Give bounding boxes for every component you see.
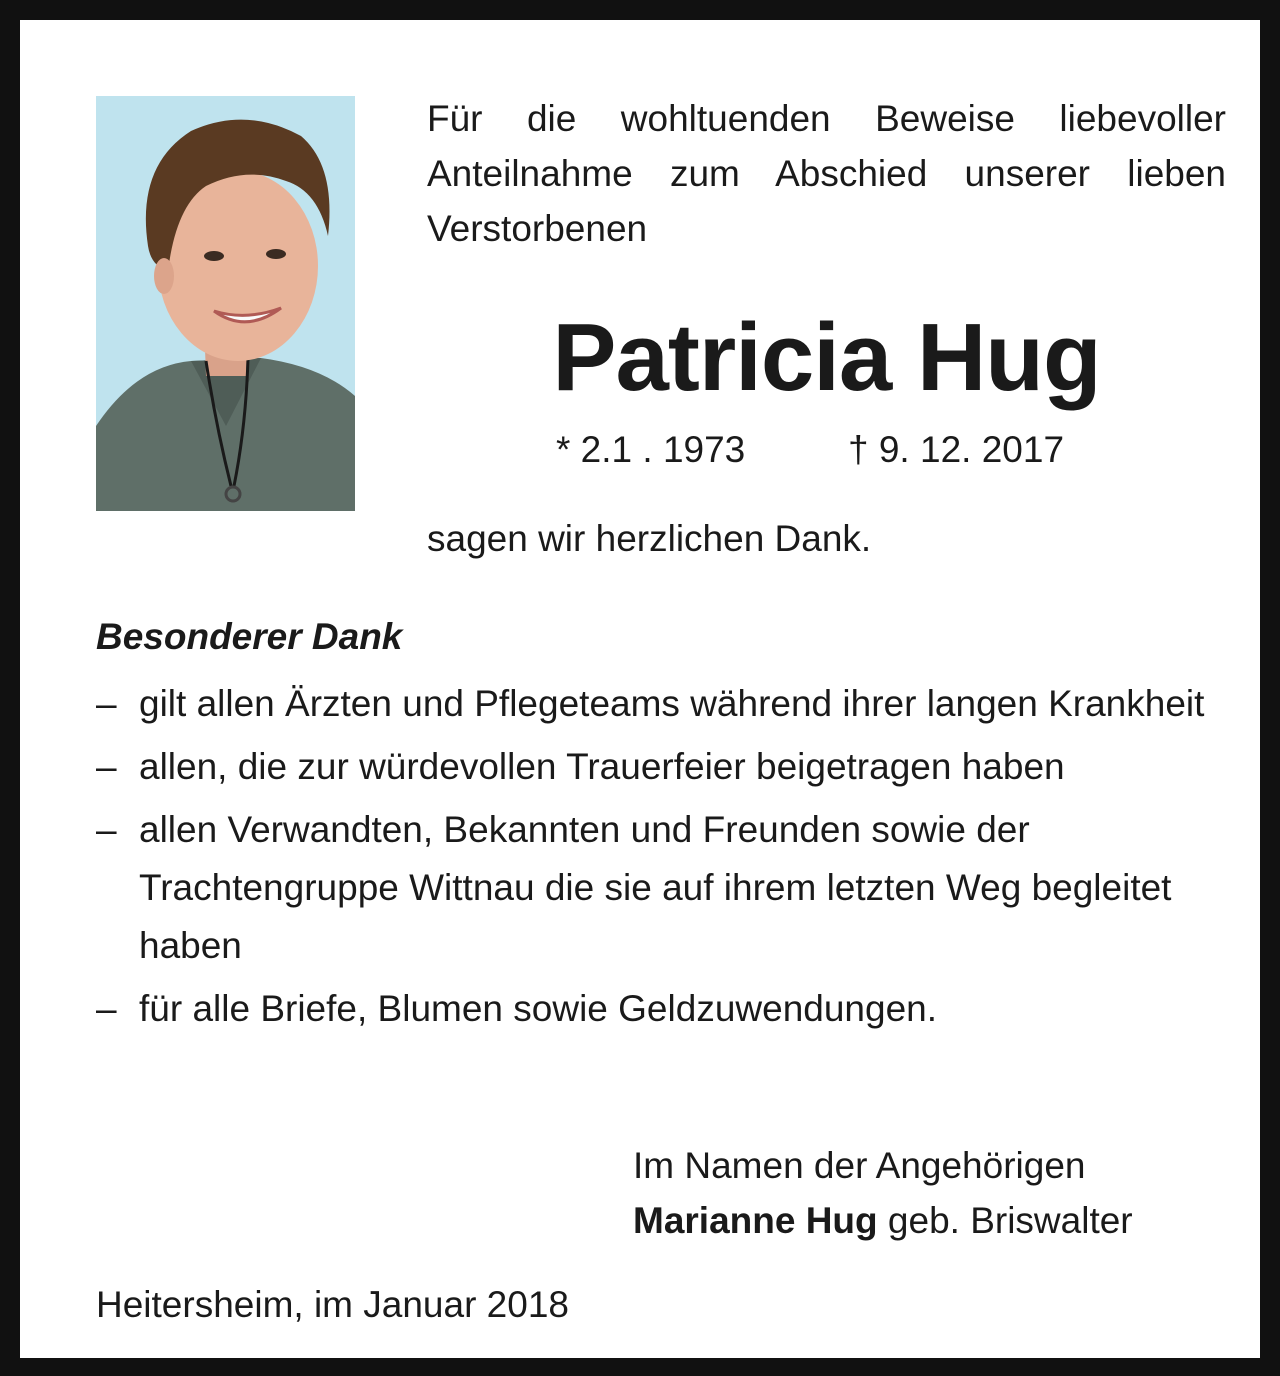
- signer-maiden-name: geb. Briswalter: [877, 1200, 1133, 1241]
- signer-name: Marianne Hug: [633, 1200, 878, 1241]
- list-item-text: für alle Briefe, Blumen sowie Geldzuwendungen.: [139, 988, 938, 1029]
- birth-date: * 2.1 . 1973: [556, 429, 746, 470]
- list-dash: –: [96, 746, 117, 787]
- intro-text: Für die wohltuenden Beweise liebevoller Anteilnahme zum Abschied unserer lieben Verstorbenen: [427, 98, 1226, 249]
- list-item: [96, 801, 1226, 975]
- list-item: [96, 980, 1226, 1038]
- list-item: [96, 738, 1226, 796]
- list-item-text: allen, die zur würdevollen Trauerfeier beigetragen haben: [139, 746, 1065, 787]
- death-date: † 9. 12. 2017: [848, 429, 1065, 470]
- list-dash: –: [96, 988, 117, 1029]
- signer-line: [633, 1193, 1133, 1248]
- list-item-text: gilt allen Ärzten und Pflegeteams während ihrer langen Krankheit: [139, 683, 1205, 724]
- thanks-text: sagen wir herzlichen Dank.: [427, 518, 872, 559]
- list-dash: –: [96, 809, 117, 850]
- special-thanks-heading: Besonderer Dank: [96, 616, 403, 657]
- special-thanks-list: [96, 675, 1226, 1043]
- place-date: Heitersheim, im Januar 2018: [96, 1284, 569, 1325]
- signoff: [633, 1138, 1133, 1248]
- portrait-photo: [96, 96, 355, 511]
- signoff-line: Im Namen der Angehörigen: [633, 1145, 1086, 1186]
- list-dash: –: [96, 683, 117, 724]
- list-item: [96, 675, 1226, 733]
- deceased-name: Patricia Hug: [552, 304, 1101, 411]
- list-item-text: allen Verwandten, Bekannten und Freunden sowie der Trachtengruppe Wittnau die sie auf ihrem letzten Weg begleitet haben: [139, 809, 1172, 966]
